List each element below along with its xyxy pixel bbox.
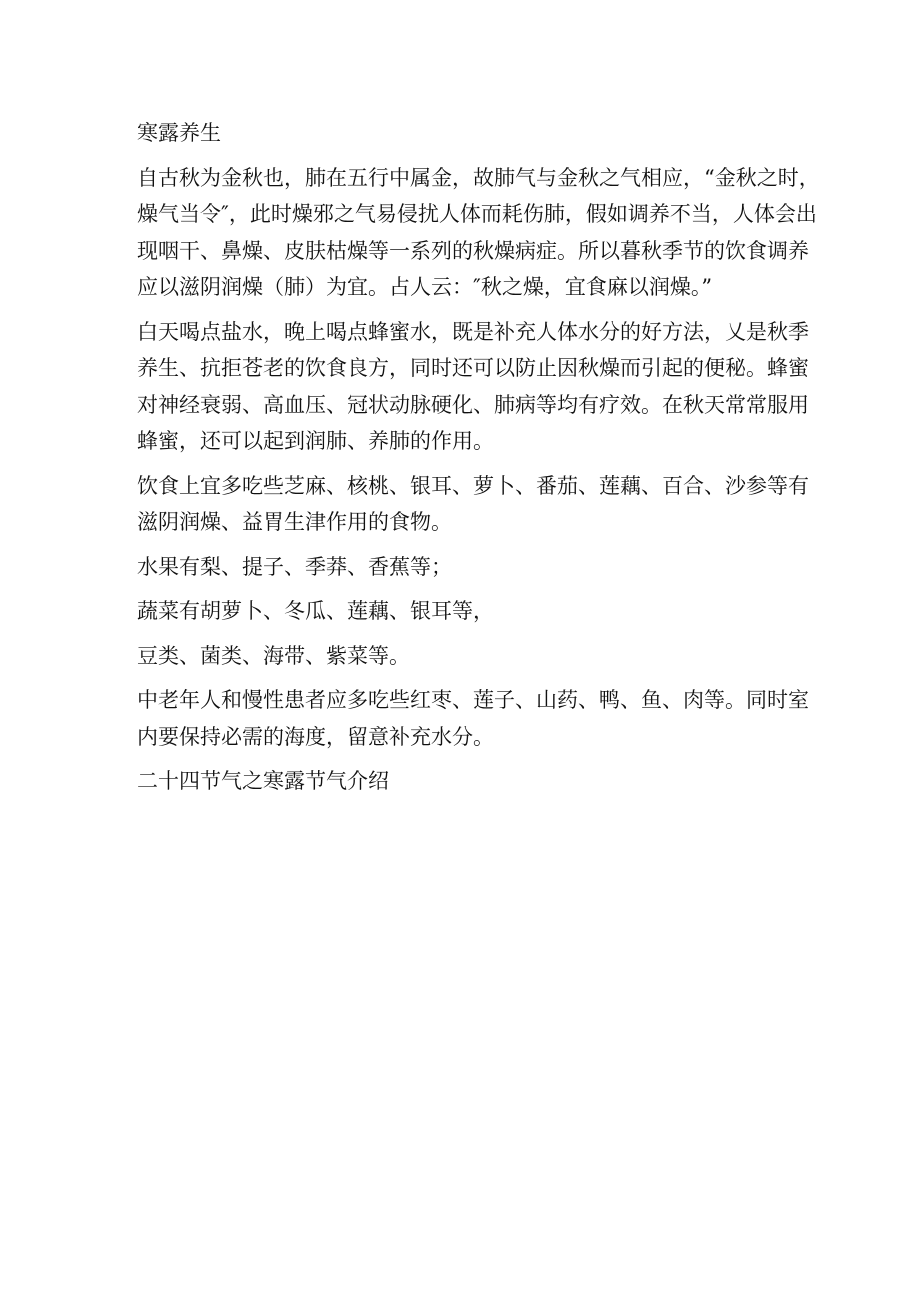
paragraph-beans (137, 638, 787, 675)
text-line: 养生、抗拒苍老的饮食良方，同时还可以防止因秋燥而引起的便秘。蜂蜜 (137, 356, 809, 380)
paragraph-autumn-lung (137, 160, 820, 306)
document-title (137, 115, 787, 152)
paragraph-fruits (137, 549, 787, 586)
paragraph-elderly (137, 682, 809, 755)
text-line: 二十四节气之寒露节气介绍 (137, 769, 389, 793)
text-line: 燥气当令″，此时燥邪之气易侵扰人体而耗伤肺，假如调养不当，人体会出 (137, 202, 817, 226)
text-line: 滋阴润燥、益胃生津作用的食物。 (137, 510, 452, 534)
text-line: 自古秋为金秋也，肺在五行中属金，故肺气与金秋之气相应，“金秋之时， (137, 165, 820, 190)
section-heading (137, 763, 787, 800)
text-line: 水果有梨、提子、季莽、香蕉等； (137, 554, 452, 579)
paragraph-vegetables (137, 593, 787, 630)
text-line: 对神经衰弱、高血压、冠状动脉硬化、肺病等均有疗效。在秋天常常服用 (137, 392, 809, 417)
document-body (137, 115, 820, 808)
text-line: 白天喝点盐水，晚上喝点蜂蜜水，既是补充人体水分的好方法，乂是秋季 (137, 319, 809, 344)
text-line: 蔬菜有胡萝卜、冬瓜、莲藕、银耳等， (137, 599, 494, 623)
text-line: 中老年人和慢性患者应多吃些红枣、莲子、山药、鸭、鱼、肉等。同时室 (137, 688, 809, 712)
text-line: 豆类、菌类、海带、紫菜等。 (137, 643, 410, 668)
paragraph-salt-honey-water (137, 314, 809, 460)
text-line: 现咽干、鼻燥、皮肤枯燥等一系列的秋燥病症。所以暮秋季节的饮食调养 (137, 238, 809, 263)
text-line: 饮食上宜多吃些芝麻、核桃、银耳、萝卜、番茄、莲藕、百合、沙参等有 (137, 473, 809, 498)
text-line: 内要保持必需的海度，留意补充水分。 (137, 724, 494, 749)
text-line: 蜂蜜，还可以起到润肺、养肺的作用。 (137, 429, 494, 453)
title-line: 寒露养生 (137, 121, 221, 145)
paragraph-diet-foods (137, 468, 809, 541)
text-line: 应以滋阴润燥（肺）为宜。占人云：″秋之燥，宜食麻以润燥。” (137, 275, 713, 299)
